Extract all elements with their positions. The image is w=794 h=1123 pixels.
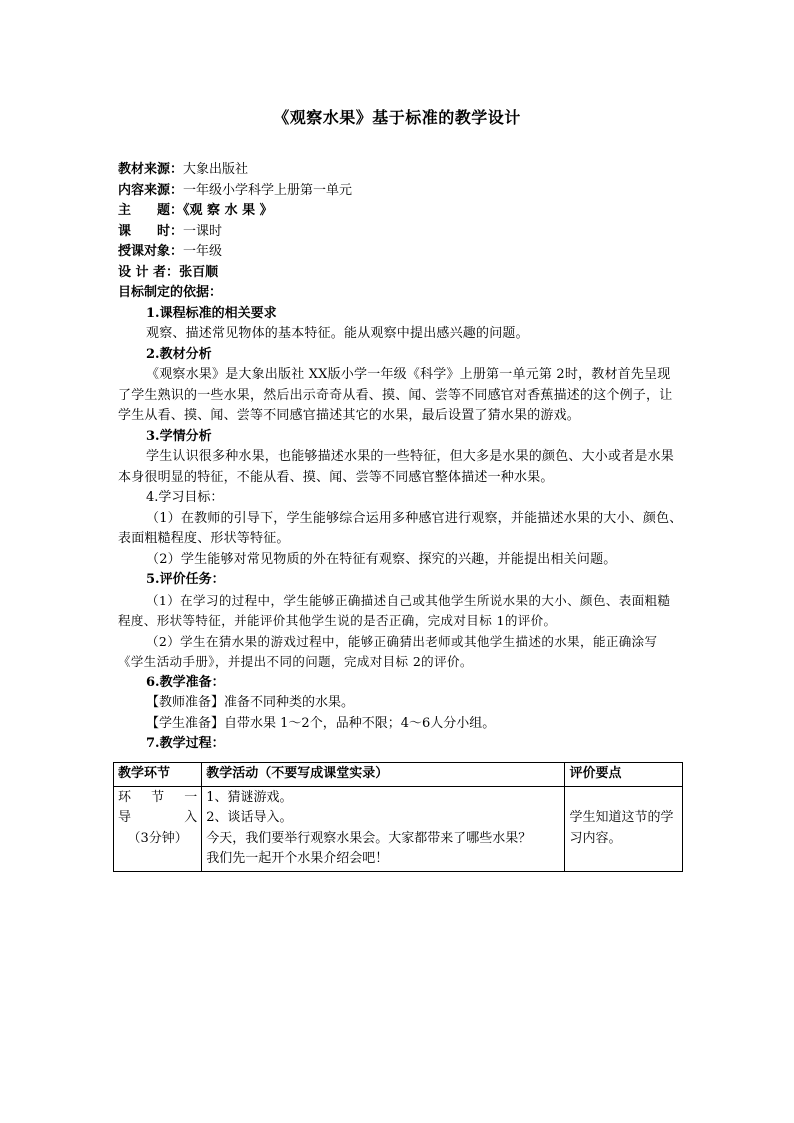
meta-label: 教材来源：	[118, 162, 184, 177]
meta-audience	[118, 242, 683, 263]
column-header: 评价要点	[565, 763, 683, 787]
section-heading: 1.课程标准的相关要求	[146, 305, 277, 321]
stage-char: 入	[184, 810, 198, 825]
meta-label: 授课对象：	[118, 244, 184, 259]
meta-value: 《观 察 水 果 》	[183, 203, 273, 218]
activity-line: 1、猜谜游戏。	[206, 789, 293, 805]
meta-source	[118, 160, 683, 181]
stage-line	[118, 808, 197, 829]
section-text: 《观察水果》是大象出版社 XX版小学一年级《科学》上册第一单元第 2时，教材首先呈现了学生熟识的一些水果，然后出示奇奇从看、摸、闻、尝等不同感官对香蕉描述的这个例子，让学生从看、摸、闻、尝等不同感官描述其它的水果，最后设置了猜水果的游戏。	[118, 367, 673, 423]
prep-tag: 【学生准备】	[146, 715, 225, 731]
meta-label: 内容来源：	[118, 182, 184, 198]
stage-char: 节	[151, 789, 165, 805]
meta-value: 张百顺	[179, 264, 219, 280]
column-header: 教学活动（不要写成课堂实录）	[202, 763, 565, 787]
meta-value: 大象出版社	[183, 162, 249, 177]
section-heading: 5.评价任务：	[146, 572, 225, 587]
table-row	[114, 786, 683, 871]
document-body	[118, 160, 683, 755]
section-heading: 3.学情分析	[146, 428, 212, 444]
table-header-row	[114, 763, 683, 787]
objective-item: （1）在教师的引导下，学生能够综合运用多种感官进行观察，并能描述水果的大小、颜色、表面粗糙程度、形状等特征。	[118, 510, 683, 546]
stage-char: 环	[118, 789, 132, 805]
evaluation-cell: 学生知道这节的学习内容。	[565, 786, 683, 871]
meta-value: 一年级	[183, 244, 223, 259]
meta-label: 设 计 者：	[118, 264, 180, 280]
meta-value: 一课时	[183, 223, 223, 239]
evaluation-item: （2）学生在猜水果的游戏过程中，能够正确猜出老师或其他学生描述的水果，能正确涂写《学生活动手册》，并提出不同的问题，完成对目标 2的评价。	[118, 633, 658, 669]
section-heading: 6.教学准备：	[146, 674, 225, 690]
section-text: 学生认识很多种水果，也能够描述水果的一些特征，但大多是水果的颜色、大小或者是水果本身很明显的特征，不能从看、摸、闻、尝等不同感官整体描述一种水果。	[118, 449, 675, 485]
meta-label: 主 题：	[118, 203, 184, 218]
student-prep	[118, 714, 683, 735]
column-header: 教学环节	[114, 763, 202, 787]
evaluation-item: （1）在学习的过程中，学生能够正确描述自己或其他学生所说水果的大小、颜色、表面粗糙程度、形状等特征，并能评价其他学生说的是否正确，完成对目标 1的评价。	[118, 592, 671, 628]
section-text: 观察、描述常见物体的基本特征。能从观察中提出感兴趣的问题。	[146, 326, 529, 341]
prep-text: 自带水果 1～2个，品种不限；4～6人分小组。	[224, 715, 496, 731]
meta-designer	[118, 263, 683, 284]
stage-char: 导	[118, 810, 132, 825]
section-heading: 4.学习目标：	[146, 490, 224, 505]
stage-char: 一	[184, 789, 198, 805]
teacher-prep	[118, 693, 683, 714]
teaching-process-table	[113, 762, 683, 872]
meta-content	[118, 181, 683, 202]
basis-heading: 目标制定的依据：	[118, 285, 223, 300]
section-heading: 7.教学过程：	[146, 736, 225, 751]
meta-topic	[118, 201, 683, 222]
stage-duration: （3分钟）	[127, 830, 188, 846]
prep-tag: 【教师准备】	[146, 695, 225, 710]
meta-period	[118, 222, 683, 243]
activity-line: 我们先一起开个水果介绍会吧！	[206, 851, 389, 866]
activity-cell	[202, 786, 565, 871]
objective-item: （2）学生能够对常见物质的外在特征有观察、探究的兴趣，并能提出相关问题。	[146, 551, 617, 567]
meta-label: 课 时：	[118, 223, 184, 239]
activity-line: 2、谈话导入。	[206, 810, 293, 825]
stage-line	[118, 788, 197, 809]
page-title: 《观察水果》基于标准的教学设计	[273, 108, 521, 127]
meta-value: 一年级小学科学上册第一单元	[183, 182, 353, 198]
prep-text: 准备不同种类的水果。	[224, 695, 355, 710]
section-heading: 2.教材分析	[146, 346, 212, 362]
activity-line: 今天，我们要举行观察水果会。大家都带来了哪些水果？	[206, 830, 532, 846]
stage-cell	[114, 786, 202, 871]
